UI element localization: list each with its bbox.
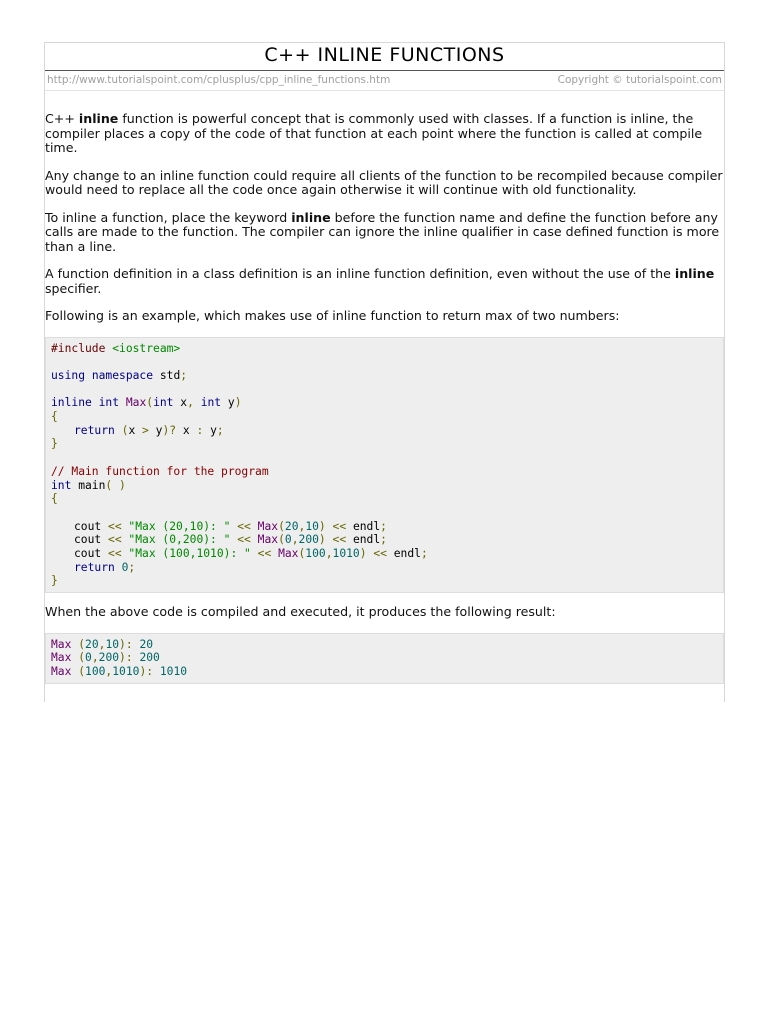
document-page	[44, 42, 725, 702]
paragraph-class-definition: A function definition in a class definition is an inline function definition, even without the use of the inline specifier.	[45, 266, 715, 296]
copyright-text: Copyright © tutorialspoint.com	[557, 74, 722, 86]
paragraph-how-to: To inline a function, place the keyword inline before the function name and define the function before any calls are made to the function. The compiler can ignore the inline qualifier in case defined function is more than a line.	[45, 209, 720, 254]
paragraph-result-intro: When the above code is compiled and executed, it produces the following result:	[45, 604, 556, 620]
title-divider	[45, 70, 724, 71]
code-block-output: Max (20,10): 20 Max (0,200): 200 Max (100,1010): 1010	[45, 633, 724, 684]
keyword-inline: inline	[674, 266, 715, 281]
url-divider	[45, 90, 724, 91]
url-bar	[45, 73, 724, 87]
keyword-inline: inline	[291, 209, 331, 225]
paragraph-example-intro: Following is an example, which makes use of inline function to return max of two numbers:	[45, 308, 620, 323]
keyword-inline: inline	[78, 111, 119, 126]
paragraph-intro: C++ inline function is powerful concept that is commonly used with classes. If a function is inline, the compiler places a copy of the code of that function at each point where the function is called at compile time.	[45, 111, 703, 155]
paragraph-recompile: Any change to an inline function could require all clients of the function to be recompiled because compiler would need to replace all the code once again otherwise it will continue with old functionality.	[45, 167, 723, 197]
code-block-example: #include <iostream> using namespace std; inline int Max(int x, int y) { return (x > y)? x : y; } // Main function for the program int main( ) { cout << "Max (20,10): " << Max(20,10) << endl; cout << "Max (0,200): " << Max(0,200) << endl; cout << "Max (100,1010): " << Max(100,1010) << endl; return 0; }	[45, 337, 724, 594]
source-url-link[interactable]: http://www.tutorialspoint.com/cplusplus/cpp_inline_functions.htm	[47, 74, 391, 86]
page-title: C++ INLINE FUNCTIONS	[264, 44, 505, 66]
article-content	[45, 112, 727, 696]
